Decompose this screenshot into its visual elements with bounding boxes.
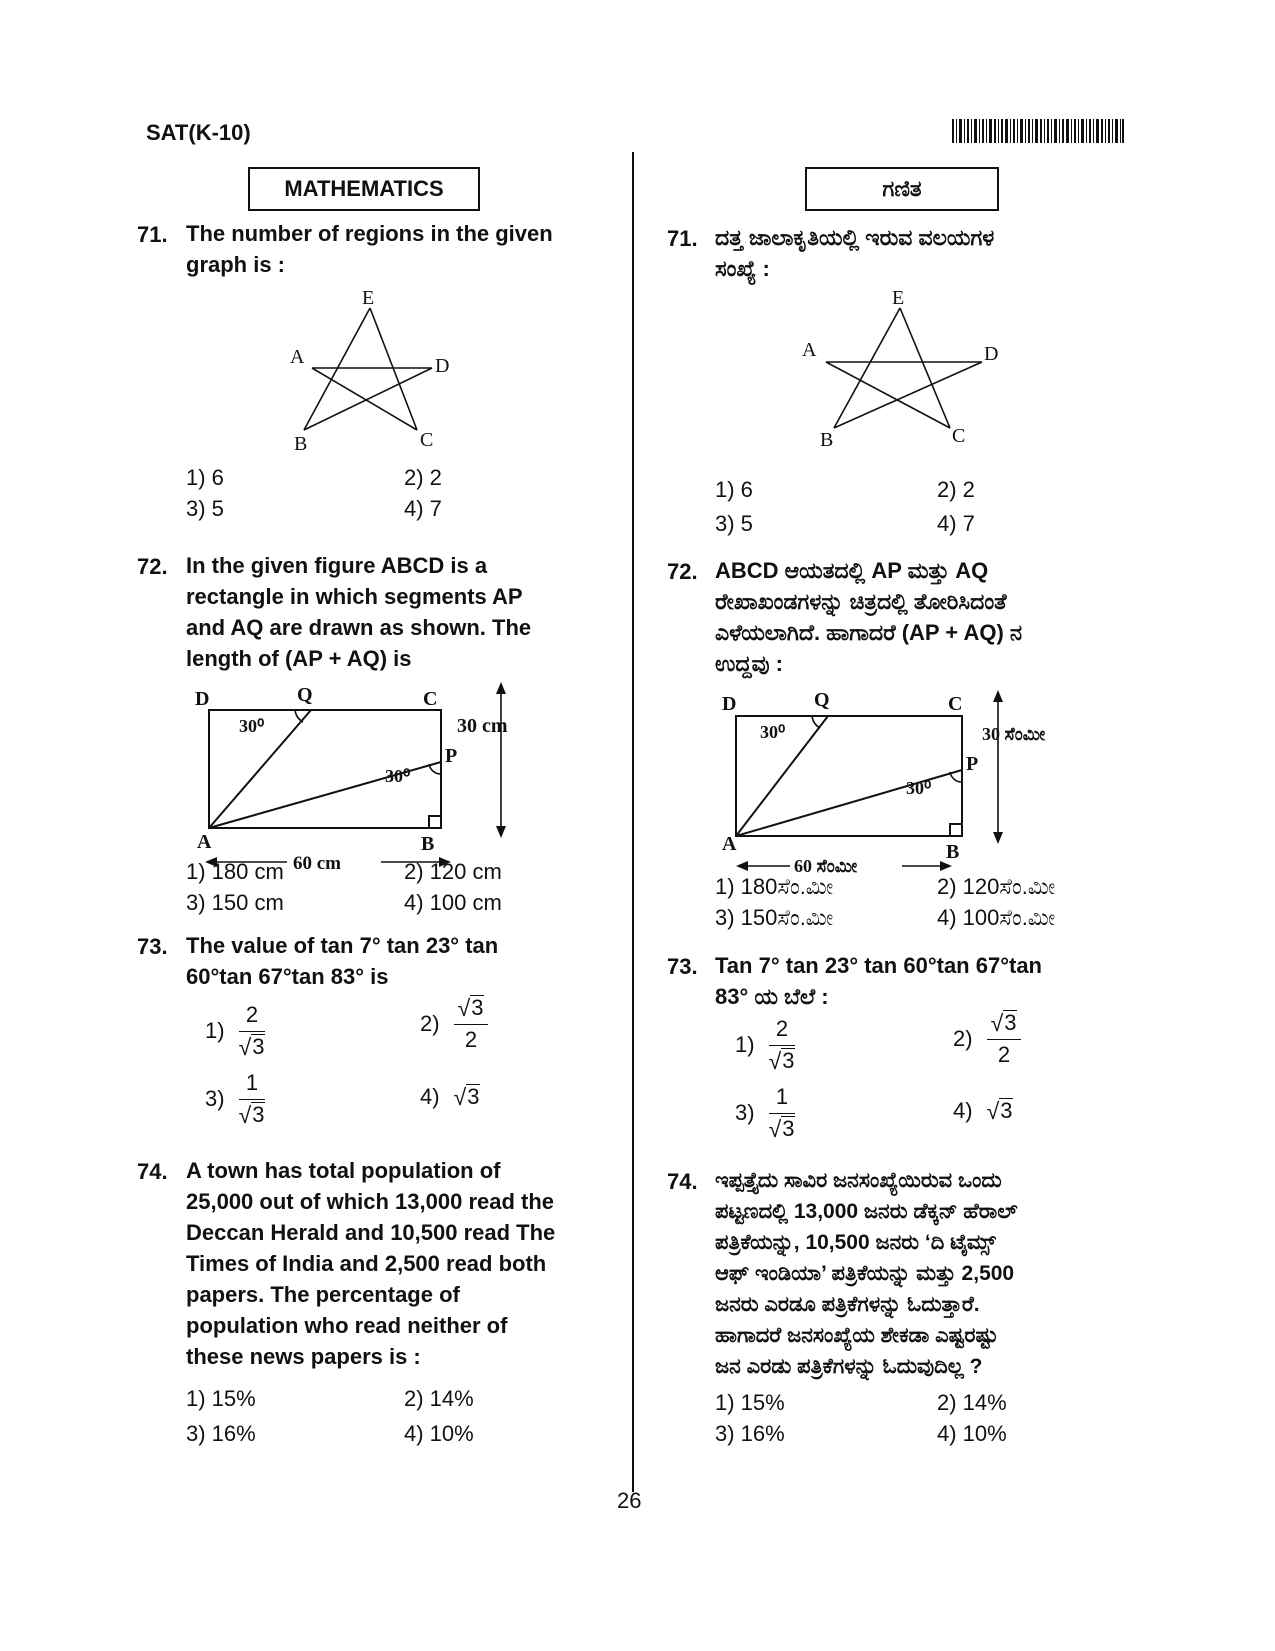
vertex-label-p: P	[966, 753, 979, 775]
question-text	[186, 1155, 606, 1372]
option-label: 4)	[420, 1084, 440, 1109]
numerator: 2	[245, 1002, 259, 1027]
sqrt-symbol: √	[986, 1098, 1000, 1124]
sqrt-symbol: √	[457, 995, 471, 1021]
vertex-label-d: D	[435, 355, 450, 377]
question-line: graph is :	[186, 252, 286, 277]
option-4[interactable]: 4) 7	[937, 511, 975, 536]
sqrt-symbol: √	[768, 1048, 782, 1074]
question-line: ಆಫ್ ಇಂಡಿಯಾ’ ಪತ್ರಿಕೆಯನ್ನು ಮತ್ತು 2,500	[715, 1262, 1015, 1285]
width-label: 60 ಸೆಂಮೀ	[794, 856, 858, 876]
option-3[interactable]	[205, 1070, 265, 1128]
sqrt-symbol: √	[238, 1034, 252, 1060]
option-1[interactable]: 1) 6	[715, 477, 753, 502]
vertex-label-b: B	[946, 841, 960, 863]
question-text	[186, 550, 606, 674]
option-4[interactable]: 4) 100 cm	[404, 890, 502, 915]
option-4[interactable]	[420, 1084, 480, 1110]
option-4[interactable]: 4) 100ಸೆಂ.ಮೀ	[937, 905, 1056, 930]
vertex-label-c: C	[423, 688, 438, 710]
option-2[interactable]: 2) 2	[937, 477, 975, 502]
option-2[interactable]: 2) 14%	[937, 1390, 1007, 1415]
question-line: 60°tan 67°tan 83° is	[186, 964, 389, 989]
question-line: Times of India and 2,500 read both	[186, 1251, 547, 1276]
option-label: 4)	[953, 1098, 973, 1123]
option-4[interactable]: 4) 10%	[937, 1421, 1007, 1446]
question-line: 83° ಯ ಬೆಲೆ :	[715, 984, 829, 1009]
option-3[interactable]: 3) 5	[186, 496, 224, 521]
numerator: 2	[775, 1016, 789, 1041]
fraction	[987, 1010, 1022, 1068]
question-line: these news papers is :	[186, 1344, 421, 1369]
option-3[interactable]: 3) 150ಸೆಂ.ಮೀ	[715, 905, 834, 930]
vertex-label-d: D	[722, 693, 737, 715]
fraction	[454, 995, 489, 1053]
radicand: 3	[1004, 1010, 1017, 1035]
sqrt-symbol: √	[990, 1010, 1004, 1036]
vertex-label-b: B	[421, 833, 435, 855]
question-line: In the given figure ABCD is a	[186, 553, 488, 578]
radicand: 3	[782, 1048, 795, 1073]
question-number: 71.	[667, 226, 698, 251]
vertex-label-a: A	[802, 339, 817, 361]
question-line: ಇಪ್ಪತ್ತೈದು ಸಾವಿರ ಜನಸಂಖ್ಯೆಯಿರುವ ಒಂದು	[715, 1169, 1002, 1192]
question-number: 73.	[667, 954, 698, 979]
question-text	[715, 1165, 1145, 1382]
angle-label: 30⁰	[385, 766, 411, 786]
option-4[interactable]	[953, 1098, 1013, 1124]
option-1[interactable]: 1) 180 cm	[186, 859, 284, 884]
angle-label: 30⁰	[906, 778, 932, 798]
numerator	[987, 1010, 1022, 1039]
question-line: ಜನ ಎರಡು ಪತ್ರಿಕೆಗಳನ್ನು ಓದುವುದಿಲ್ಲ ?	[715, 1355, 983, 1378]
question-number: 74.	[667, 1169, 698, 1194]
radicand: 3	[1000, 1098, 1013, 1123]
question-line: The number of regions in the given	[186, 221, 553, 246]
option-2[interactable]	[953, 1010, 1021, 1068]
option-1[interactable]: 1) 15%	[715, 1390, 785, 1415]
denominator: 2	[997, 1042, 1011, 1067]
vertex-label-d: D	[195, 688, 210, 710]
question-line: Deccan Herald and 10,500 read The	[186, 1220, 556, 1245]
numerator: 1	[775, 1084, 789, 1109]
vertex-label-b: B	[294, 433, 308, 455]
vertex-label-q: Q	[814, 689, 830, 711]
option-label: 1)	[205, 1018, 225, 1043]
option-3[interactable]: 3) 16%	[186, 1421, 256, 1446]
numerator: 1	[245, 1070, 259, 1095]
denominator	[239, 1100, 266, 1128]
radicand: 3	[252, 1034, 265, 1059]
fraction	[769, 1084, 796, 1142]
denominator	[239, 1032, 266, 1060]
vertex-label-e: E	[892, 287, 905, 309]
question-line: rectangle in which segments AP	[186, 584, 523, 609]
question-line: population who read neither of	[186, 1313, 508, 1338]
question-line: A town has total population of	[186, 1158, 501, 1183]
question-number: 71.	[137, 222, 168, 247]
vertex-label-c: C	[948, 693, 963, 715]
question-line: ಪಟ್ಟಣದಲ್ಲಿ 13,000 ಜನರು ಡೆಕ್ಕನ್ ಹೆರಾಲ್	[715, 1200, 1018, 1223]
subject-title-english: MATHEMATICS	[248, 167, 480, 211]
denominator	[769, 1114, 796, 1142]
fraction	[239, 1070, 266, 1128]
radicand: 3	[471, 995, 484, 1020]
question-line: ABCD ಆಯತದಲ್ಲಿ AP ಮತ್ತು AQ	[715, 558, 989, 583]
question-text	[715, 222, 1145, 284]
option-2[interactable]: 2) 120 cm	[404, 859, 502, 884]
option-4[interactable]: 4) 7	[404, 496, 442, 521]
question-number: 72.	[667, 559, 698, 584]
vertex-label-a: A	[197, 831, 212, 853]
question-line: Tan 7° tan 23° tan 60°tan 67°tan	[715, 953, 1042, 978]
denominator: 2	[464, 1027, 478, 1052]
question-line: papers. The percentage of	[186, 1282, 460, 1307]
question-number: 72.	[137, 554, 168, 579]
barcode	[952, 119, 1124, 143]
option-1[interactable]: 1) 15%	[186, 1386, 256, 1411]
question-line: length of (AP + AQ) is	[186, 646, 412, 671]
vertex-label-c: C	[952, 425, 966, 447]
question-line: and AQ are drawn as shown. The	[186, 615, 532, 640]
paper-code: SAT(K-10)	[146, 120, 251, 145]
column-divider	[632, 152, 634, 1492]
question-text	[186, 930, 606, 992]
star-graph-figure	[796, 287, 1016, 460]
option-3[interactable]: 3) 16%	[715, 1421, 785, 1446]
vertex-label-a: A	[290, 346, 305, 368]
fraction	[769, 1016, 796, 1074]
question-line: ಉದ್ದವು :	[715, 651, 783, 676]
square-root	[454, 1084, 481, 1110]
vertex-label-d: D	[984, 343, 999, 365]
option-1[interactable]	[205, 1002, 265, 1060]
option-3[interactable]: 3) 150 cm	[186, 890, 284, 915]
rectangle-figure	[720, 686, 1070, 876]
subject-title-kannada: ಗಣಿತ	[805, 167, 999, 211]
vertex-label-c: C	[420, 429, 434, 451]
sqrt-symbol: √	[768, 1116, 782, 1142]
option-1[interactable]: 1) 180ಸೆಂ.ಮೀ	[715, 874, 834, 899]
question-line: ಪತ್ರಿಕೆಯನ್ನು, 10,500 ಜನರು ‘ದಿ ಟೈಮ್ಸ್	[715, 1231, 996, 1254]
vertex-label-e: E	[362, 287, 375, 309]
fraction	[239, 1002, 266, 1060]
question-line: ರೇಖಾಖಂಡಗಳನ್ನು ಚಿತ್ರದಲ್ಲಿ ತೋರಿಸಿದಂತೆ	[715, 589, 1007, 614]
question-line: ದತ್ತ ಜಾಲಾಕೃತಿಯಲ್ಲಿ ಇರುವ ವಲಯಗಳ	[715, 225, 995, 250]
option-label: 2)	[953, 1026, 973, 1051]
question-line: ಸಂಖ್ಯೆ :	[715, 256, 770, 281]
question-line: ಹಾಗಾದರೆ ಜನಸಂಖ್ಯೆಯ ಶೇಕಡಾ ಎಷ್ಟರಷ್ಟು	[715, 1324, 999, 1347]
option-label: 2)	[420, 1011, 440, 1036]
question-number: 74.	[137, 1159, 168, 1184]
question-line: The value of tan 7° tan 23° tan	[186, 933, 499, 958]
question-text	[715, 950, 1145, 1012]
option-2[interactable]: 2) 14%	[404, 1386, 474, 1411]
option-1[interactable]: 1) 6	[186, 465, 224, 490]
vertex-label-p: P	[445, 745, 458, 767]
height-label: 30 ಸೆಂಮೀ	[982, 724, 1046, 744]
option-label: 3)	[735, 1100, 755, 1125]
square-root	[987, 1098, 1014, 1124]
question-number: 73.	[137, 934, 168, 959]
option-2[interactable]	[420, 995, 488, 1053]
option-2[interactable]: 2) 120ಸೆಂ.ಮೀ	[937, 874, 1056, 899]
height-label: 30 cm	[457, 715, 508, 737]
question-text	[186, 218, 606, 280]
page-number: 26	[617, 1488, 642, 1513]
angle-label: 30⁰	[760, 722, 786, 742]
sqrt-symbol: √	[238, 1102, 252, 1128]
option-2[interactable]: 2) 2	[404, 465, 442, 490]
option-1[interactable]	[735, 1016, 795, 1074]
vertex-label-b: B	[820, 429, 834, 451]
vertex-label-q: Q	[297, 684, 313, 706]
question-text	[715, 555, 1145, 679]
radicand: 3	[467, 1084, 480, 1109]
star-graph-figure	[262, 287, 482, 460]
radicand: 3	[782, 1116, 795, 1141]
sqrt-symbol: √	[453, 1084, 467, 1110]
numerator	[454, 995, 489, 1024]
option-3[interactable]: 3) 5	[715, 511, 753, 536]
vertex-label-a: A	[722, 833, 737, 855]
question-line: ಎಳೆಯಲಾಗಿದೆ. ಹಾಗಾದರೆ (AP + AQ) ನ	[715, 620, 1023, 645]
width-label: 60 cm	[293, 853, 342, 874]
option-label: 1)	[735, 1032, 755, 1057]
question-line: ಜನರು ಎರಡೂ ಪತ್ರಿಕೆಗಳನ್ನು ಓದುತ್ತಾರೆ.	[715, 1293, 980, 1316]
radicand: 3	[252, 1102, 265, 1127]
angle-label: 30⁰	[239, 716, 265, 736]
question-line: 25,000 out of which 13,000 read the	[186, 1189, 555, 1214]
option-label: 3)	[205, 1086, 225, 1111]
denominator	[769, 1046, 796, 1074]
option-4[interactable]: 4) 10%	[404, 1421, 474, 1446]
option-3[interactable]	[735, 1084, 795, 1142]
